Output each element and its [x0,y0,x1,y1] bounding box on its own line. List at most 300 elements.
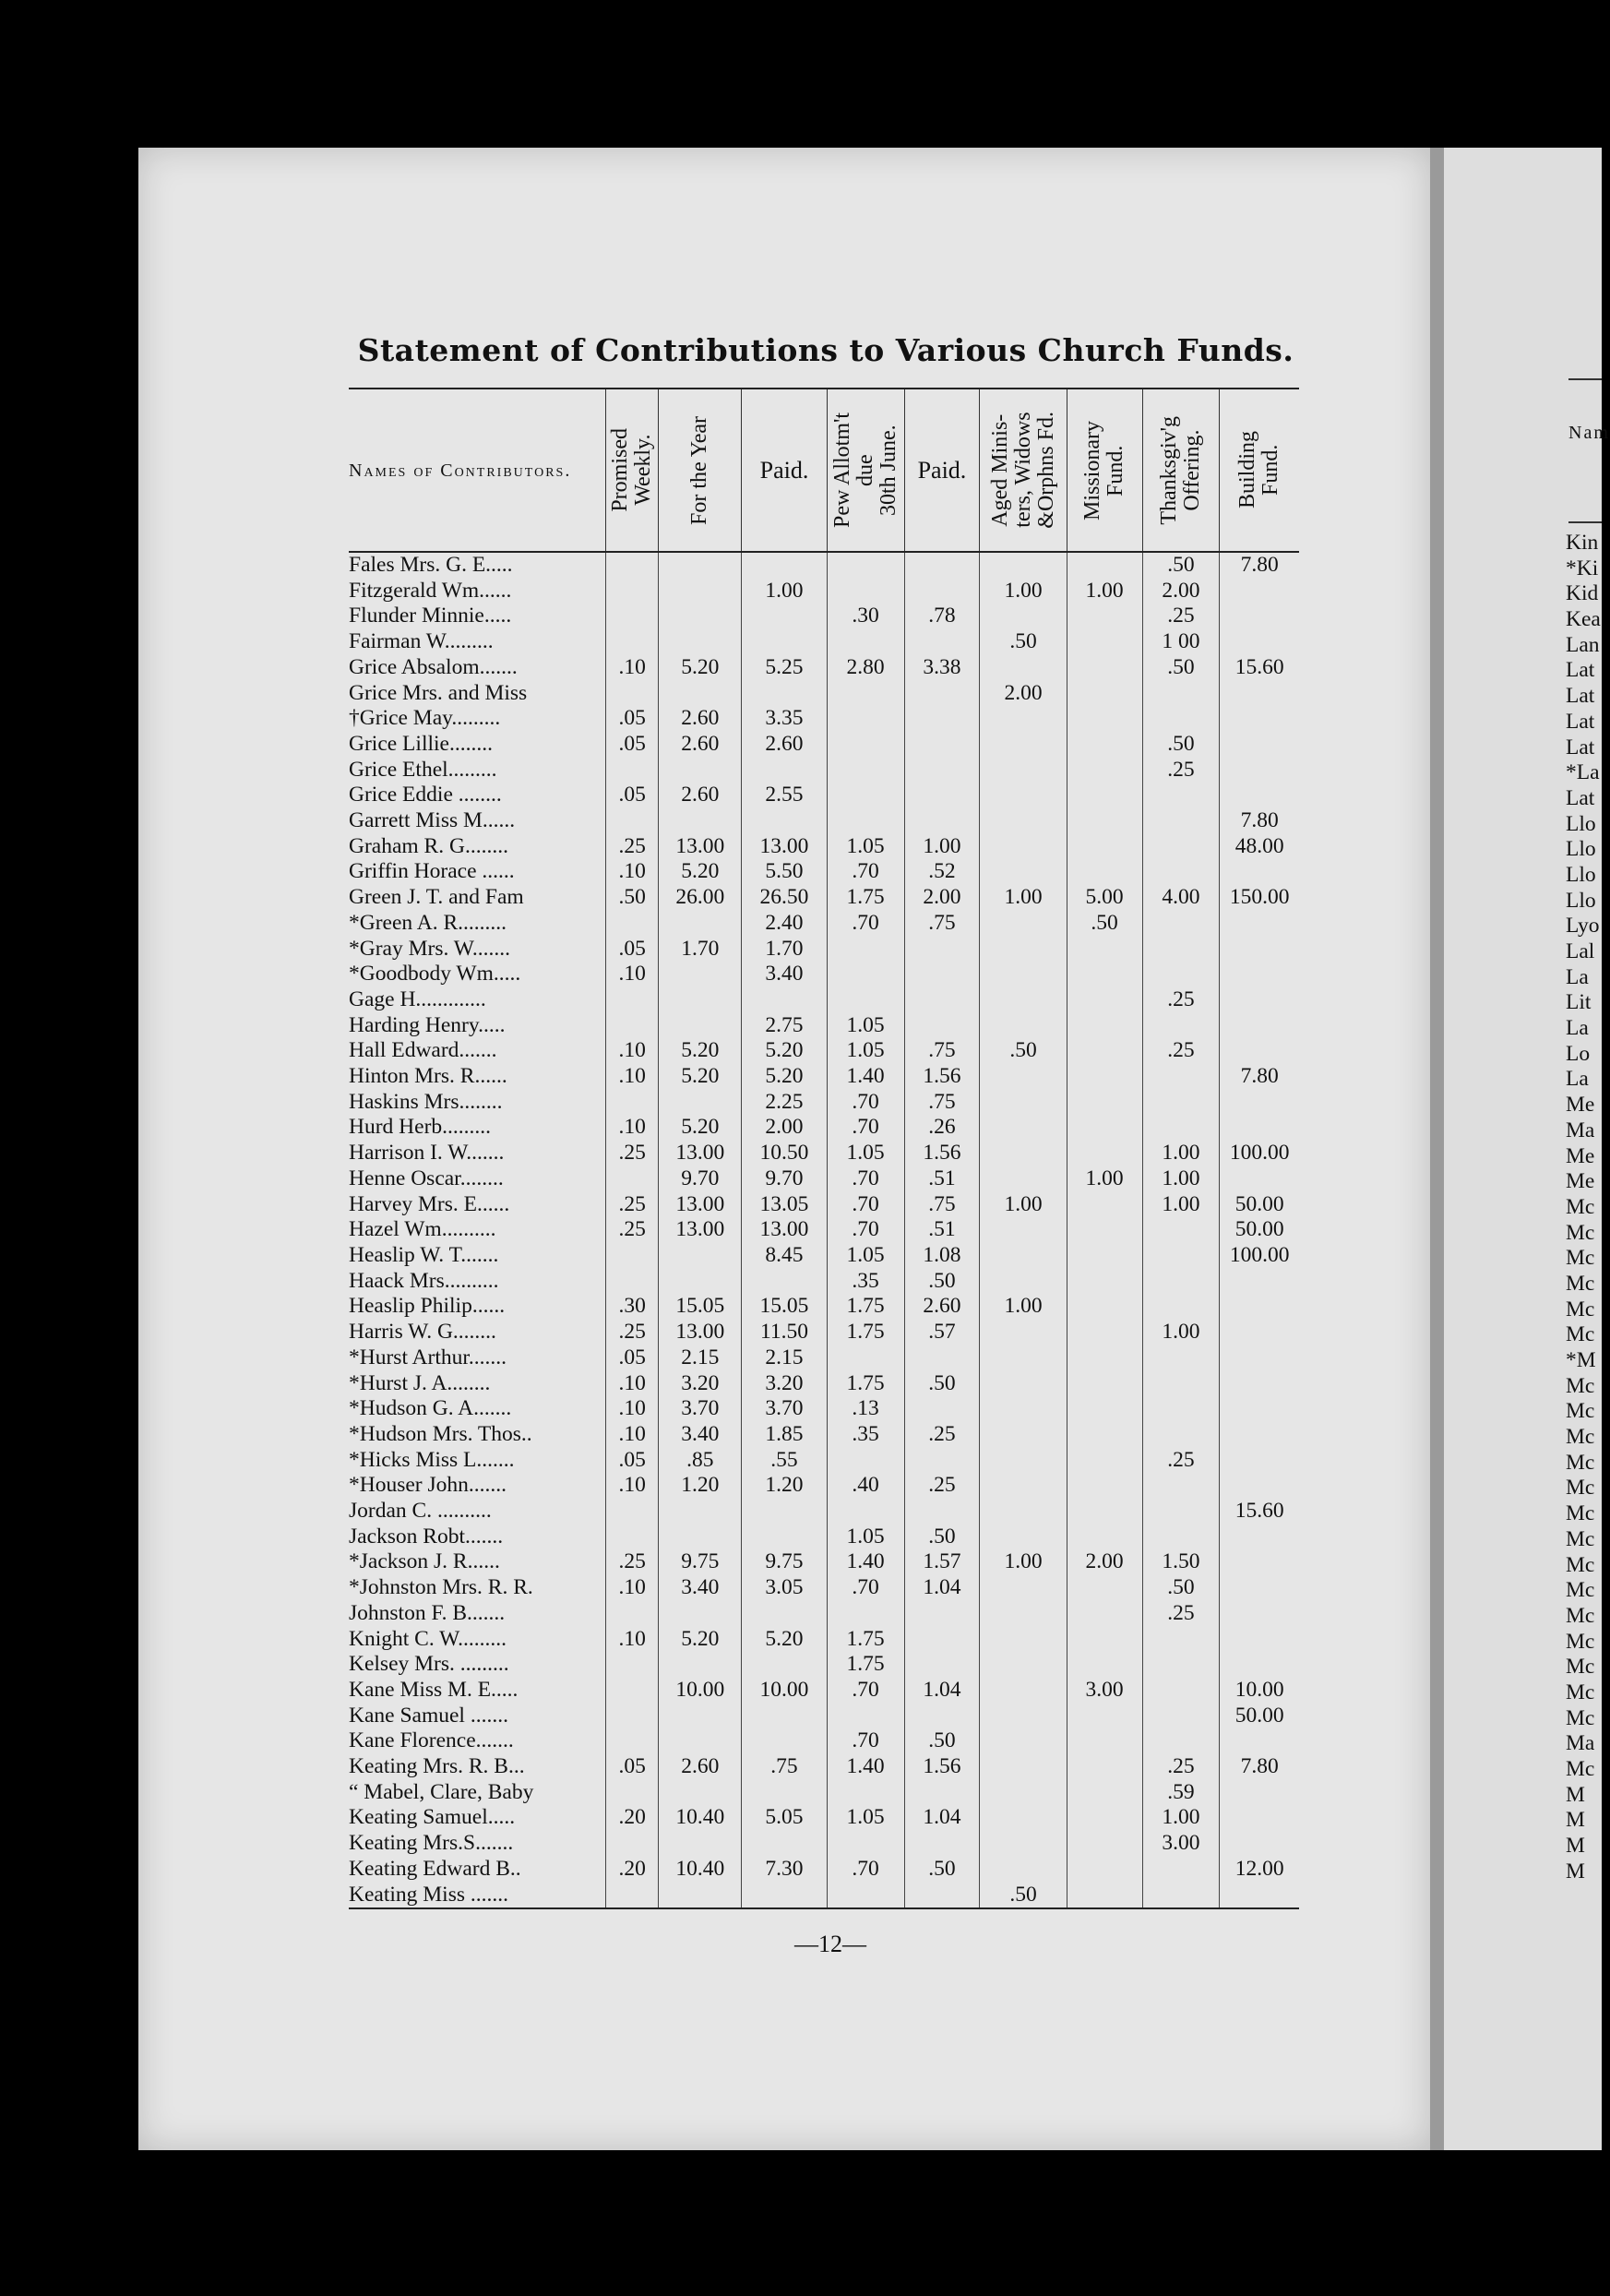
amount-cell: 1 00 [1142,629,1220,655]
amount-cell [605,552,658,579]
amount-cell [659,962,742,987]
amount-cell: .70 [827,1575,904,1601]
amount-cell [1220,1627,1299,1653]
amount-cell [904,1831,980,1857]
amount-cell: 4.00 [1142,885,1220,911]
amount-cell [605,1269,658,1295]
amount-cell [827,783,904,808]
amount-cell [827,681,904,707]
amount-cell: .50 [1142,552,1220,579]
contributor-name: Grice Mrs. and Miss [349,680,528,705]
amount-cell [827,1499,904,1525]
amount-cell: .05 [605,706,658,732]
next-page-entry: La [1566,1016,1589,1041]
next-page-entry: Lyo [1566,914,1600,939]
amount-cell: 1.00 [1067,1166,1142,1192]
amount-cell [1220,937,1299,963]
amount-cell: 3.40 [659,1422,742,1448]
table-row [349,885,1299,911]
next-page-entry: Mc [1566,1655,1595,1680]
next-page-entry: Mc [1566,1425,1595,1450]
amount-cell [1142,1396,1220,1422]
amount-cell: 15.60 [1220,655,1299,681]
amount-cell [904,552,980,579]
amount-cell: .78 [904,604,980,629]
amount-cell: 13.00 [659,834,742,860]
amount-cell: 10.00 [742,1678,827,1704]
amount-cell [980,1345,1067,1371]
next-page-entry: Llo [1566,811,1596,836]
amount-cell: .25 [1142,1754,1220,1780]
table-row [349,1831,1299,1857]
amount-cell: .50 [1142,655,1220,681]
amount-cell: 2.00 [1067,1549,1142,1575]
amount-cell [1220,1883,1299,1909]
amount-cell: 2.00 [904,885,980,911]
amount-cell: 26.00 [659,885,742,911]
amount-cell [1220,1038,1299,1064]
next-page-entry: Mc [1566,1603,1595,1628]
contributor-name: Hinton Mrs. R...... [349,1064,507,1089]
amount-cell [1220,962,1299,987]
amount-cell [1067,1805,1142,1831]
amount-cell: 2.60 [659,706,742,732]
amount-cell [1067,604,1142,629]
contributor-name: Kane Florence....... [349,1728,514,1753]
next-page-entry: Lat [1566,735,1595,759]
amount-cell: .70 [827,911,904,937]
amount-cell [742,1269,827,1295]
amount-cell [1142,1857,1220,1883]
amount-cell [742,1499,827,1525]
next-page-entry: Mc [1566,1629,1595,1654]
amount-cell: 1.75 [827,1294,904,1320]
next-page-entry: La [1566,1067,1589,1092]
amount-cell [1142,834,1220,860]
amount-cell: .10 [605,1627,658,1653]
contributor-name: Hall Edward....... [349,1038,497,1063]
amount-cell: .10 [605,1038,658,1064]
amount-cell: 2.75 [742,1013,827,1039]
amount-cell: 9.75 [659,1549,742,1575]
amount-cell [1067,962,1142,987]
amount-cell: 2.60 [659,783,742,808]
amount-cell [980,1090,1067,1116]
amount-cell: .25 [605,1192,658,1218]
amount-cell [659,1243,742,1269]
amount-cell: 1.56 [904,1141,980,1166]
amount-cell [904,962,980,987]
amount-cell [1067,1704,1142,1729]
table-row [349,783,1299,808]
next-page-entry: *Ki [1566,556,1599,580]
amount-cell [1142,1243,1220,1269]
amount-cell [1220,1728,1299,1754]
amount-cell [827,552,904,579]
amount-cell: 2.00 [742,1115,827,1141]
amount-cell [1067,1422,1142,1448]
amount-cell [1220,1371,1299,1397]
amount-cell [605,987,658,1013]
table-row [349,655,1299,681]
amount-cell [980,1166,1067,1192]
amount-cell: 5.20 [659,1038,742,1064]
contributor-name: Grice Eddie ........ [349,783,502,807]
amount-cell [1142,1525,1220,1550]
contributor-name: Graham R. G........ [349,833,508,858]
amount-cell: 11.50 [742,1320,827,1345]
amount-cell: .70 [827,1192,904,1218]
amount-cell [980,732,1067,758]
amount-cell [1142,1345,1220,1371]
amount-cell: 3.20 [659,1371,742,1397]
amount-cell [1142,1064,1220,1090]
amount-cell [980,1704,1067,1729]
table-row [349,1883,1299,1909]
amount-cell: 2.60 [904,1294,980,1320]
amount-cell [1220,1575,1299,1601]
table-row [349,706,1299,732]
amount-cell: 5.20 [659,1115,742,1141]
amount-cell [1220,911,1299,937]
amount-cell [605,1013,658,1039]
header-thanksgiving: Thanksgiv'g Offering. [1142,389,1220,552]
amount-cell: .75 [904,1090,980,1116]
next-page-entry: Mc [1566,1297,1595,1321]
contributor-name: Grice Lillie........ [349,731,493,756]
contributor-name: *Hurst J. A........ [349,1370,491,1395]
table-row [349,1422,1299,1448]
amount-cell: .50 [904,1371,980,1397]
amount-cell [605,1652,658,1678]
amount-cell: 1.00 [980,1192,1067,1218]
amount-cell [659,1652,742,1678]
contributor-name: *Hurst Arthur....... [349,1345,507,1369]
amount-cell [1220,783,1299,808]
header-building: Building Fund. [1220,389,1299,552]
contributor-name: Flunder Minnie..... [349,604,512,628]
contributor-name: Haack Mrs.......... [349,1268,499,1293]
amount-cell: .10 [605,1575,658,1601]
amount-cell: .70 [827,1115,904,1141]
amount-cell [1067,1499,1142,1525]
amount-cell: .70 [827,1217,904,1243]
next-page-header-rule [1568,521,1602,523]
amount-cell [742,681,827,707]
amount-cell [1142,1883,1220,1909]
amount-cell [1142,1269,1220,1295]
amount-cell: .10 [605,1064,658,1090]
amount-cell: 1.20 [659,1473,742,1499]
amount-cell [827,1345,904,1371]
amount-cell: .70 [827,1857,904,1883]
amount-cell [742,552,827,579]
amount-cell: 13.00 [659,1192,742,1218]
header-aged-ministers: Aged Minis- ters, Widows &Orphns Fd. [980,389,1067,552]
amount-cell [1142,1090,1220,1116]
next-page-entry: Ma [1566,1731,1595,1756]
amount-cell: .25 [605,1549,658,1575]
amount-cell [1220,629,1299,655]
contributor-name: Kane Samuel ....... [349,1703,508,1728]
amount-cell: .70 [827,1678,904,1704]
amount-cell [980,1141,1067,1166]
amount-cell: 1.56 [904,1754,980,1780]
next-page-entry: Mc [1566,1322,1595,1347]
amount-cell: 2.40 [742,911,827,937]
amount-cell [904,808,980,834]
amount-cell: 2.60 [742,732,827,758]
amount-cell [605,1243,658,1269]
amount-cell: 3.20 [742,1371,827,1397]
next-page-entry: Mc [1566,1552,1595,1577]
amount-cell: 5.20 [742,1627,827,1653]
contributor-name: Kelsey Mrs. ......... [349,1652,509,1677]
amount-cell: 13.00 [742,834,827,860]
amount-cell [1067,758,1142,783]
amount-cell: .51 [904,1166,980,1192]
contributor-name: Fairman W......... [349,629,494,654]
table-row [349,1269,1299,1295]
table-row [349,1064,1299,1090]
amount-cell [980,655,1067,681]
next-page-entry: Lat [1566,684,1595,709]
amount-cell: .50 [904,1269,980,1295]
amount-cell [904,1448,980,1474]
amount-cell [659,1525,742,1550]
amount-cell [827,1704,904,1729]
amount-cell: 3.38 [904,655,980,681]
amount-cell: 13.00 [659,1217,742,1243]
table-row [349,1396,1299,1422]
amount-cell: 1.56 [904,1064,980,1090]
amount-cell [1220,1013,1299,1039]
next-page-entry: Kid [1566,581,1599,606]
amount-cell [1067,1601,1142,1627]
amount-cell: .50 [904,1728,980,1754]
amount-cell: .75 [904,911,980,937]
amount-cell [1142,1728,1220,1754]
amount-cell: 3.00 [1142,1831,1220,1857]
amount-cell [1220,1652,1299,1678]
amount-cell: 50.00 [1220,1704,1299,1729]
amount-cell: 1.00 [980,579,1067,604]
amount-cell [980,1575,1067,1601]
amount-cell: 5.00 [1067,885,1142,911]
table-row [349,604,1299,629]
next-page-entry: *La [1566,760,1600,785]
amount-cell [659,1269,742,1295]
amount-cell [980,1499,1067,1525]
next-page-entry: Ma [1566,1118,1595,1142]
table-row [349,834,1299,860]
amount-cell: 1.00 [1142,1141,1220,1166]
next-page-entry: Mc [1566,1450,1595,1475]
next-page-header: Nam [1568,423,1610,443]
amount-cell [1067,1192,1142,1218]
amount-cell: 10.40 [659,1857,742,1883]
amount-cell [605,808,658,834]
amount-cell [1220,1269,1299,1295]
amount-cell [980,1652,1067,1678]
amount-cell: 7.80 [1220,808,1299,834]
amount-cell [1067,987,1142,1013]
next-page-entry: Mc [1566,1476,1595,1501]
contributor-name: *Jackson J. R...... [349,1549,500,1574]
amount-cell [1220,1422,1299,1448]
amount-cell [1067,655,1142,681]
table-row [349,1627,1299,1653]
amount-cell: 2.60 [659,732,742,758]
amount-cell [742,808,827,834]
amount-cell [980,1422,1067,1448]
contributor-name: *Hudson G. A....... [349,1396,512,1421]
contributor-name: Heaslip W. T....... [349,1242,499,1267]
amount-cell: 1.05 [827,1141,904,1166]
next-page-entries [1566,531,1601,1884]
amount-cell [1067,706,1142,732]
amount-cell: 1.04 [904,1678,980,1704]
amount-cell [605,758,658,783]
amount-cell [980,1754,1067,1780]
amount-cell [980,1243,1067,1269]
amount-cell [1220,1601,1299,1627]
amount-cell [904,1345,980,1371]
amount-cell [904,1652,980,1678]
amount-cell [742,1652,827,1678]
table-row [349,1320,1299,1345]
next-page-entry: Mc [1566,1373,1595,1398]
amount-cell [980,1371,1067,1397]
amount-cell [827,1448,904,1474]
amount-cell [980,1320,1067,1345]
amount-cell [827,962,904,987]
amount-cell [1142,1422,1220,1448]
amount-cell: 1.70 [742,937,827,963]
amount-cell: 1.50 [1142,1549,1220,1575]
amount-cell [742,1831,827,1857]
next-page-entry: Mc [1566,1399,1595,1424]
amount-cell [1067,1652,1142,1678]
amount-cell [980,1396,1067,1422]
amount-cell [1067,1217,1142,1243]
contributor-name: *Hudson Mrs. Thos.. [349,1421,532,1446]
amount-cell: .25 [904,1473,980,1499]
amount-cell [980,758,1067,783]
amount-cell: .35 [827,1269,904,1295]
amount-cell: 3.70 [659,1396,742,1422]
contributor-name: *Johnston Mrs. R. R. [349,1575,533,1600]
amount-cell: 3.00 [1067,1678,1142,1704]
amount-cell [659,808,742,834]
amount-cell [980,1831,1067,1857]
amount-cell [1067,1013,1142,1039]
amount-cell [904,681,980,707]
contributor-name: Fitzgerald Wm...... [349,578,512,603]
contributor-name: Hazel Wm.......... [349,1217,496,1242]
amount-cell [1220,1345,1299,1371]
amount-cell: 2.25 [742,1090,827,1116]
amount-cell [904,1499,980,1525]
amount-cell [1142,1013,1220,1039]
next-page-entry: M [1566,1782,1585,1807]
contributor-name: *Hicks Miss L....... [349,1447,515,1472]
amount-cell: 150.00 [1220,885,1299,911]
table-row [349,1549,1299,1575]
amount-cell: .30 [605,1294,658,1320]
amount-cell: 5.20 [659,655,742,681]
amount-cell: 8.45 [742,1243,827,1269]
amount-cell [980,1627,1067,1653]
amount-cell [605,1601,658,1627]
amount-cell: .55 [742,1448,827,1474]
table-row [349,1192,1299,1218]
amount-cell [827,579,904,604]
page-gutter [1430,148,1444,2150]
amount-cell: .50 [904,1525,980,1550]
amount-cell [742,629,827,655]
next-page-entry: Mc [1566,1578,1595,1603]
amount-cell [742,604,827,629]
amount-cell: .52 [904,859,980,885]
amount-cell: 1.00 [1142,1805,1220,1831]
table-row [349,1525,1299,1550]
amount-cell: .70 [827,1728,904,1754]
contributor-name: “ Mabel, Clare, Baby [349,1779,534,1804]
amount-cell [904,1627,980,1653]
amount-cell [980,1064,1067,1090]
contributions-table [349,388,1299,1909]
amount-cell: 1.04 [904,1575,980,1601]
table-row [349,911,1299,937]
amount-cell [1067,732,1142,758]
contributor-name: Fales Mrs. G. E..... [349,553,513,577]
next-page-entry: Mc [1566,1705,1595,1730]
amount-cell [1067,1345,1142,1371]
table-row [349,1090,1299,1116]
next-page-entry: M [1566,1859,1585,1883]
amount-cell [904,1396,980,1422]
amount-cell [1067,1857,1142,1883]
amount-cell: 5.20 [659,859,742,885]
amount-cell: 1.40 [827,1549,904,1575]
amount-cell: 1.20 [742,1473,827,1499]
contributor-name: Knight C. W......... [349,1626,507,1651]
amount-cell [1220,706,1299,732]
next-page-entry: Me [1566,1143,1595,1168]
amount-cell [659,1499,742,1525]
amount-cell [605,1831,658,1857]
table-row [349,732,1299,758]
amount-cell: 13.00 [742,1217,827,1243]
amount-cell [827,987,904,1013]
amount-cell [1220,1831,1299,1857]
amount-cell [659,629,742,655]
amount-cell [1067,1525,1142,1550]
amount-cell [1067,1831,1142,1857]
amount-cell [659,1013,742,1039]
amount-cell: 15.60 [1220,1499,1299,1525]
amount-cell: .20 [605,1857,658,1883]
amount-cell [1142,1115,1220,1141]
amount-cell: 48.00 [1220,834,1299,860]
amount-cell: .25 [1142,1038,1220,1064]
next-page-entry: Mc [1566,1501,1595,1526]
amount-cell: 1.04 [904,1805,980,1831]
header-paid-2: Paid. [904,389,980,552]
amount-cell [1067,552,1142,579]
contributor-name: Haskins Mrs........ [349,1089,503,1114]
